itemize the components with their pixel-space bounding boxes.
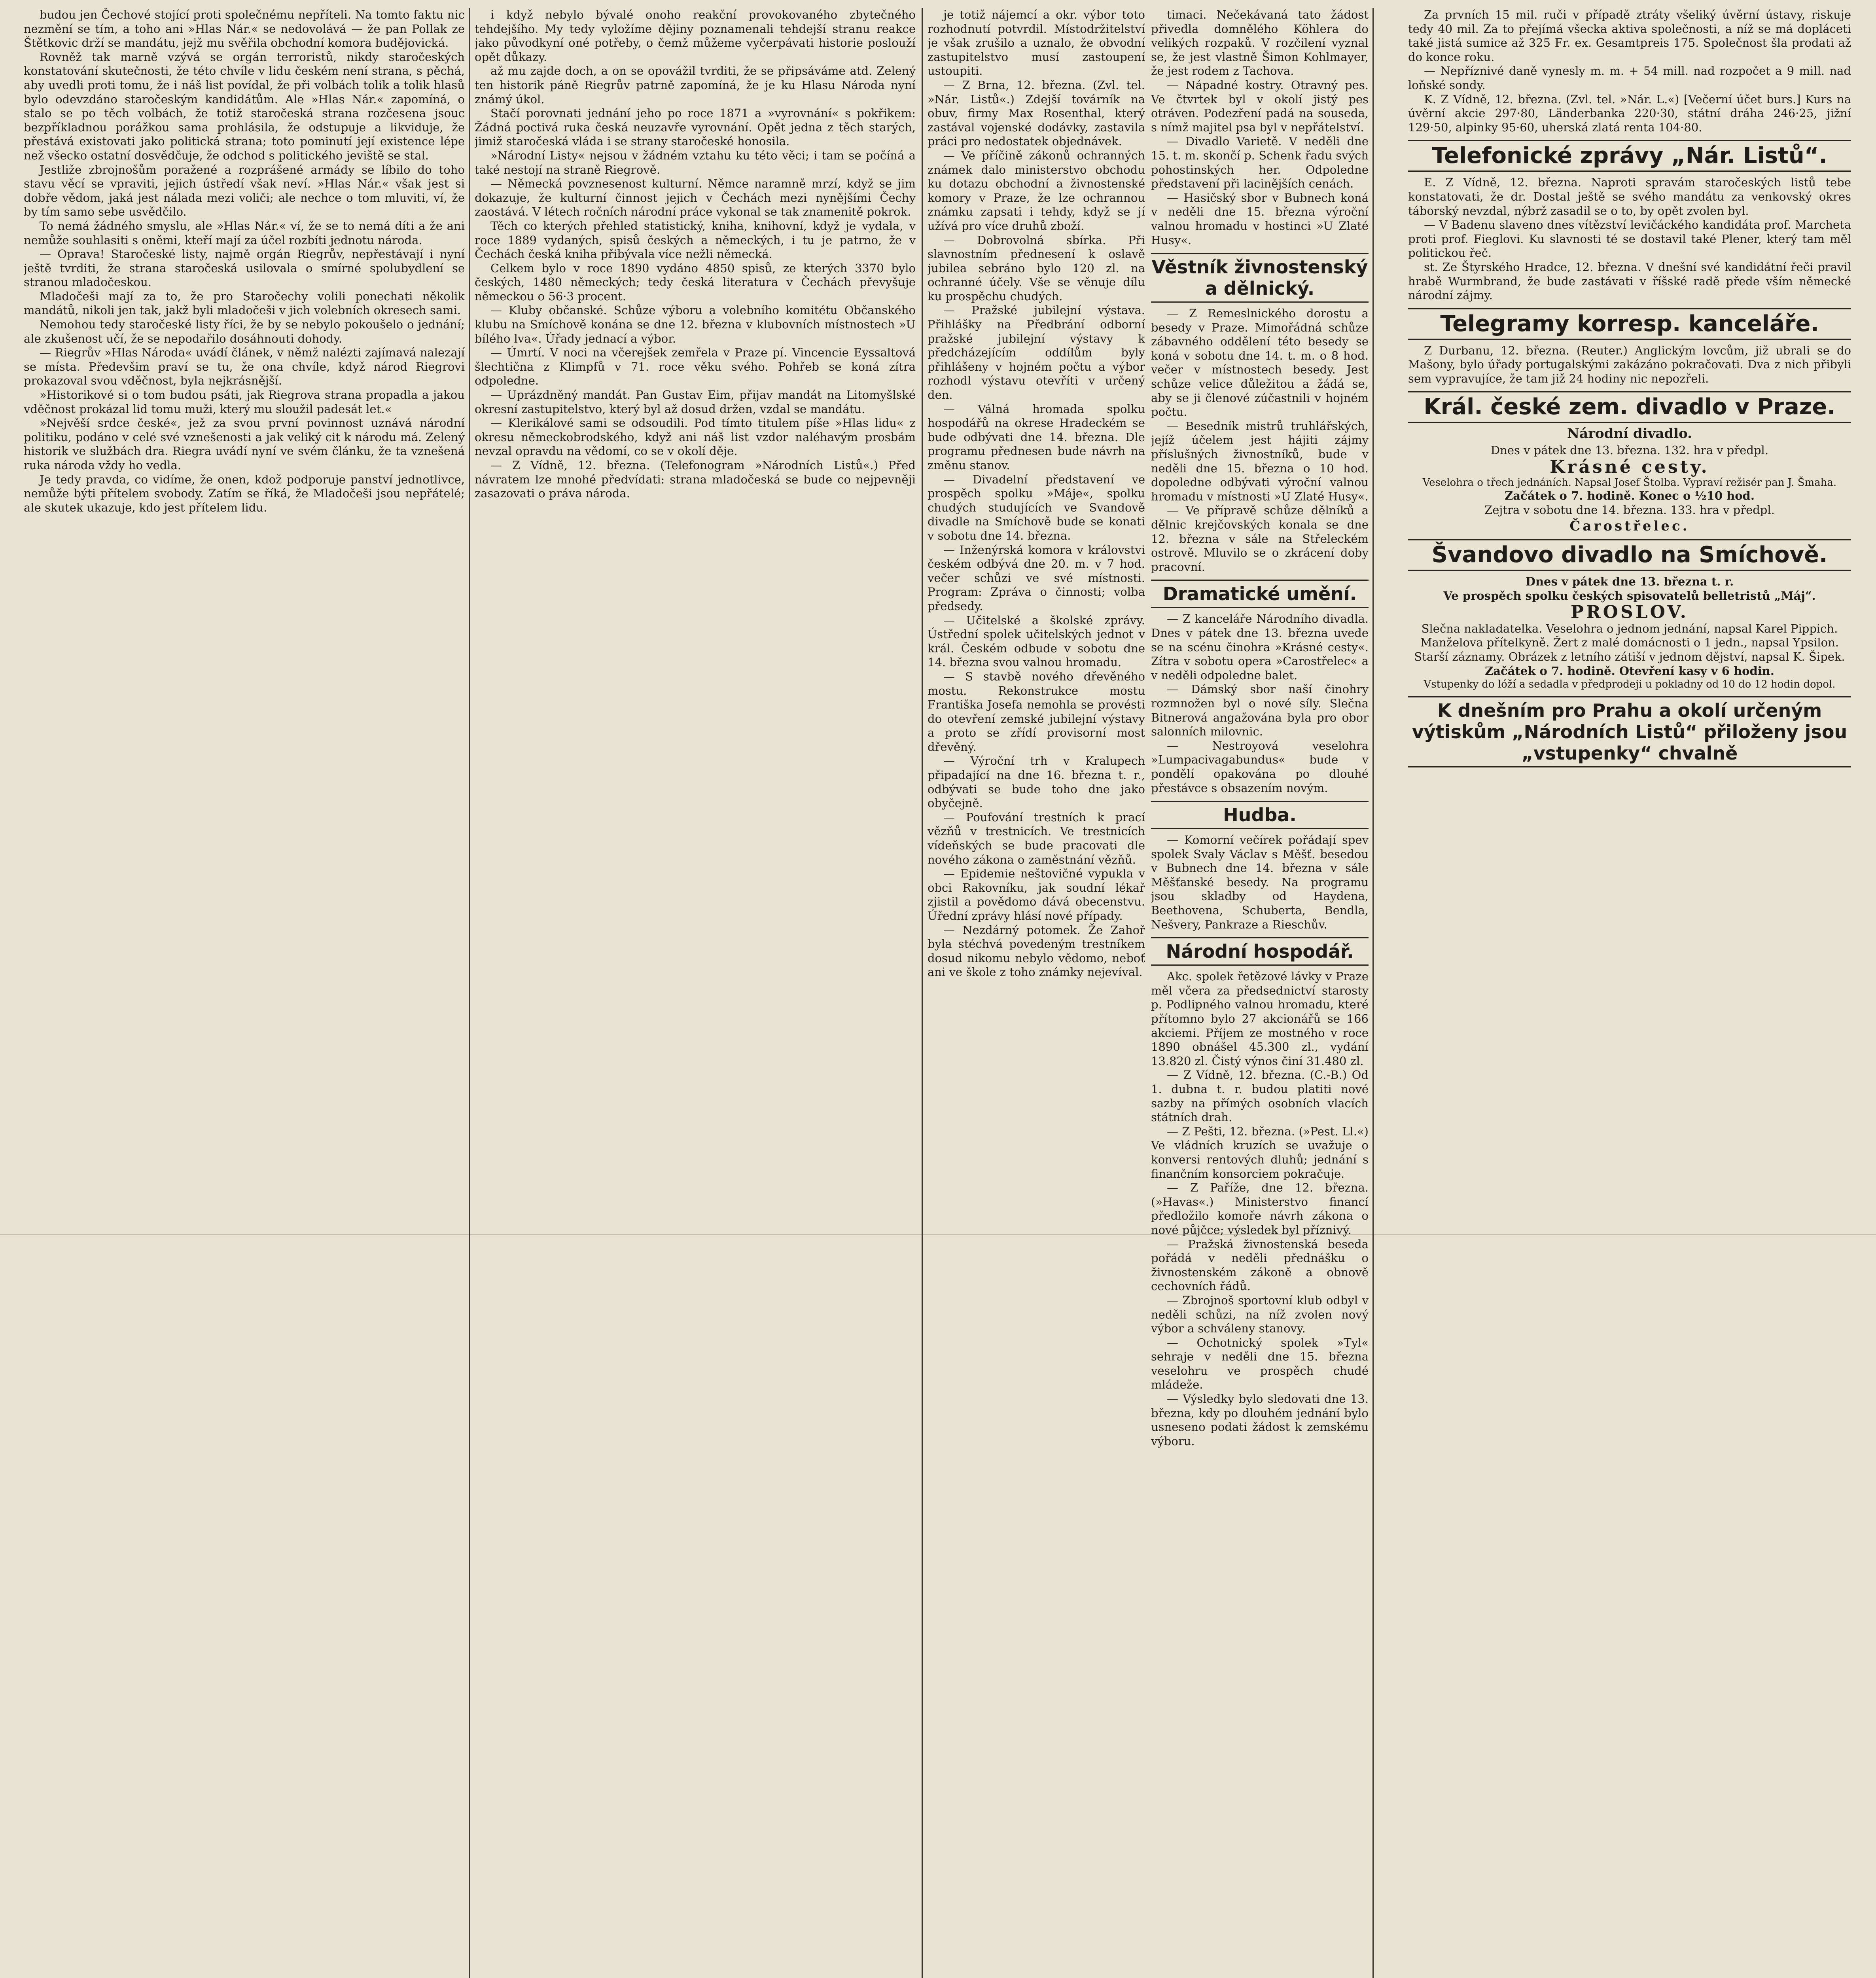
section-heading-dramaticke: Dramatické umění. [1151, 580, 1369, 608]
paragraph: — Úmrtí. V noci na včerejšek zemřela v Praze pí. Vincencie Eyssaltová šlechtična z Klimpfů v 71. roce věku svého. Pohřeb se koná zítra odpoledne. [475, 346, 916, 388]
paragraph: — Inženýrská komora v královstvi českém odbývá dne 20. m. v 7 hod. večer schůzi ve své místnosti. Program: Zpráva o činnosti; volba předsedy. [928, 543, 1145, 613]
programme-item: Starší záznamy. Obrázek z letního zátiší v jednom dějství, napsal K. Šipek. [1414, 650, 1845, 663]
paragraph: Za prvních 15 mil. ruči v případě ztráty všeliký úvěrní ústavy, riskuje tedy 40 mil. Za to přejímá všecka aktiva společnosti, a níž se má dopláceti také jistá sumice až 325 Fr. ex. Gesamtpreis 175. Společnost šla prodati až do konce roku. [1408, 8, 1851, 64]
paragraph: — Ve přípravě schůze dělníků a dělnic krejčovských konala se dne 12. března v sále na Střeleckém ostrově. Mluvilo se o zkrácení doby pracovní. [1151, 504, 1369, 574]
play-title: Čarostřelec. [1569, 518, 1690, 534]
paragraph: timaci. Nečekávaná tato žádost přivedla domnělého Köhlera do velikých rozpaků. V rozčilení vyznal se, že jest vlastně Šimon Kohlmayer, že jest rodem z Tachova. [1151, 8, 1369, 78]
paragraph: — Ve příčině zákonů ochranných známek dalo ministerstvo obchodu ku dotazu obchodní a živnostenské komory v Praze, že lze ochrannou známku zapsati i tehdy, když se jí užívá pro více druhů zboží. [928, 148, 1145, 233]
column-rule [1372, 8, 1374, 1978]
paragraph: — Poufování trestních k prací vězňů v trestnicích. Ve trestnicích vídeňských se bude pracovati dle nového zákona o zaměstnání vězňů. [928, 810, 1145, 866]
paragraph: — Ochotnický spolek »Tyl« sehraje v neděli dne 15. března veselohru ve prospěch chudé mládeže. [1151, 1336, 1369, 1392]
paragraph: — Z Vídně, 12. března. (Telefonogram »Národních Listů«.) Před návratem lze mnohé předvídati: strana mladočeská se bude co nejpevněji zasazovati o práva národa. [475, 459, 916, 500]
section-heading-narodni: Národní hospodář. [1151, 937, 1369, 966]
paragraph: až mu zajde doch, a on se opovážil tvrditi, že se připsáváme atd. Zelený ten historik páně Riegrův patrně zapomíná, že je ku Hlasu Národa nyní známý úkol. [475, 64, 916, 106]
paragraph: — Uprázdněný mandát. Pan Gustav Eim, přijav mandát na Litomyšlské okresní zastupitelstvo, který byl až dosud držen, vzdal se mandátu. [475, 388, 916, 416]
paragraph: — Z kanceláře Národního divadla. Dnes v pátek dne 13. března uvede se na scénu činohra »Krásné cesty«. Zítra v sobotu opera »Carostřelec« a v neděli odpoledne balet. [1151, 612, 1369, 682]
paragraph: — V Badenu slaveno dnes vítězství levičáckého kandidáta prof. Marcheta proti prof. Fieglovi. Ku slavnosti té se dostavil také Plener, který tam měl politickou řeč. [1408, 218, 1851, 260]
paragraph: — Hasičský sbor v Bubnech koná v neděli dne 15. března výroční valnou hromadu v hostinci »U Zlaté Husy«. [1151, 191, 1369, 247]
paragraph: — Z Paříže, dne 12. března. (»Havas«.) Ministerstvo financí předložilo komoře návrh zákona o nové půjčce; výsledek byl příznivý. [1151, 1181, 1369, 1237]
paragraph: »Historikové si o tom budou psáti, jak Riegrova strana propadla a jakou vděčnost prokázal lid tomu muži, který mu sloužil padesát let.« [24, 388, 465, 416]
paragraph: Stačí porovnati jednání jeho po roce 1871 a »vyrovnání« s pokřikem: Žádná poctivá ruka česká neuzavře vyrovnání. Opět jedna z těch starých, jimiž staročeská vláda i se strany staročeské honosila. [475, 106, 916, 148]
prolog-heading: PROSLOV. [1570, 602, 1689, 623]
paragraph: — Výroční trh v Kralupech připadající na dne 16. března t. r., odbývati se bude toho dne jako obyčejně. [928, 754, 1145, 810]
paragraph: — Epidemie neštovičné vypukla v obci Rakovníku, jak soudní lékař zjistil a povědomo dává obecenstvu. Úřední zprávy hlásí nové případy. [928, 867, 1145, 923]
programme-line: Zejtra v sobotu dne 14. března. 133. hra v předpl. [1484, 503, 1775, 517]
section-heading-vestnik: Věstník živnostenský a dělnický. [1151, 253, 1369, 303]
paragraph: Mladočeši mají za to, že pro Staročechy volili ponechati několik mandátů, nikoli jen tak, jakž byli mladočeši v jich volebních okresech sami. [24, 289, 465, 317]
paragraph: Těch co kterých přehled statistický, kniha, knihovní, když je vydala, v roce 1889 vydaných, spisů českých a německých, i tu je patrno, že v Čechách česká kniha přibývala více nežli německá. [475, 219, 916, 261]
paragraph: Rovněž tak marně vzývá se orgán terroristů, nikdy staročeských konstatování skutečnosti, že této chvíle v lidu českém není strana, s pěchá, aby uvedli proti tomu, že i náš list povídal, že při volbách tolik a tolik hlasů bylo odevzdáno staročeským kandidátům. Ale »Hlas Nár.« zapomíná, o stalo se po těch volbách, že totiž staročeská strana rozčesena jsouc bezpříkladnou porážkou sama prohlásila, že odstupuje a likviduje, že přestává existovati jako politická strana; toto pominutí její existence lépe než všecko ostatní dosvědčuje, že odchod s politického jeviště se stal. [24, 50, 465, 162]
paragraph: budou jen Čechové stojící proti společnému nepříteli. Na tomto faktu nic nezmění se tím, a toho ani »Hlas Nár.« se nedovolává — že pan Pollak ze Štětkovic drží se mandátu, jejž mu svěřila obchodní komora budějovická. [24, 8, 465, 50]
paragraph: i když nebylo bývalé onoho reakční provokovaného zbytečného tehdejšího. My tedy vyložíme dějiny poznamenali tehdejší stranu reakce jako původkyní oné potřeby, o čemž můžeme vyčerpávati historie poslouží opět důkazy. [475, 8, 916, 64]
column-1 [24, 8, 465, 1978]
paragraph: — Dámský sbor naší činohry rozmnožen byl o nové síly. Slečna Bitnerová angažována byla pro obor salonních milovnic. [1151, 682, 1369, 739]
paragraph: — Divadlo Varietě. V neděli dne 15. t. m. skončí p. Schenk řadu svých pohostinských her. Odpoledne představení při lacinějších cenách. [1151, 135, 1369, 191]
paragraph: — Z Remeslnického dorostu a besedy v Praze. Mimořádná schůze zábavného oddělení této besedy se koná v sobotu dne 14. t. m. o 8 hod. večer v místnostech besedy. Jest schůze velice důležitou a žádá se, aby se ji členové zúčastnili v hojném počtu. [1151, 307, 1369, 419]
paragraph: — Výsledky bylo sledovati dne 13. března, kdy po dlouhém jednání bylo usneseno podati žádost k zemskému výboru. [1151, 1392, 1369, 1448]
paragraph: — Divadelní představení ve prospěch spolku »Máje«, spolku chudých studujících ve Svandově divadle na Smíchově bude se konati v sobotu dne 14. března. [928, 472, 1145, 542]
paragraph: — Oprava! Staročeské listy, najmě orgán Riegrův, nepřestávají i nyní ještě tvrditi, že strana staročeská usilovala o smírné spolubydlení se stranou mladočeskou. [24, 247, 465, 289]
column-3 [928, 8, 1369, 1978]
paragraph: Celkem bylo v roce 1890 vydáno 4850 spisů, ze kterých 3370 bylo českých, 1480 německých; tedy česká literatura v Čechách převyšuje německou o 56·3 procent. [475, 261, 916, 303]
section-heading-telefon: Telefonické zprávy „Nár. Listů“. [1408, 140, 1851, 172]
paragraph: Je tedy pravda, co vidíme, že onen, kdož podporuje panství jednotlivce, nemůže býti přítelem svobody. Zatím se říká, že Mladočeši jsou nepřátelé; ale skutek ukazuje, kdo jest přítelem lidu. [24, 472, 465, 514]
paragraph: — Komorní večírek pořádají spev spolek Svaly Václav s Měšť. besedou v Bubnech dne 14. března v sále Měšťanské besedy. Na programu jsou skladby od Haydena, Beethovena, Schuberta, Bendla, Nešvery, Pankraze a Rieschův. [1151, 833, 1369, 931]
paragraph: Akc. spolek řetězové lávky v Praze měl včera za předsednictví starosty p. Podlipného valnou hromadu, které přítomno bylo 27 akcionářů se 166 akciemi. Příjem ze mostného v roce 1890 obnášel 45.300 zl., vydání 13.820 zl. Čistý výnos činí 31.480 zl. [1151, 970, 1369, 1068]
section-heading-svanda: Švandovo divadlo na Smíchově. [1408, 539, 1851, 571]
paragraph: Z Durbanu, 12. března. (Reuter.) Anglickým lovcům, již ubrali se do Mašony, bylo úřady portugalskými zakázáno pokračovati. Dva z nich přibyli sem vypravujíce, že tam již 24 hodiny nic nepozřeli. [1408, 343, 1851, 385]
programme-line: Dnes v pátek dne 13. března t. r. [1525, 575, 1734, 589]
section-heading-kral-divadlo: Král. české zem. divadlo v Praze. [1408, 391, 1851, 423]
paragraph: — Klerikálové sami se odsoudili. Pod tímto titulem píše »Hlas lidu« z okresu německobrodského, když ani náš list vzdor naléhavým prosbám nevzal opravdu na vědomí, co se v okolí děje. [475, 416, 916, 458]
programme-item: Začátek o 7. hodině. Otevření kasy v 6 hodin. [1485, 664, 1774, 678]
paragraph: — Nestroyová veselohra »Lumpacivagabundus« bude v pondělí opakována po dlouhé přestávce s obsazením novým. [1151, 739, 1369, 795]
paragraph: E. Z Vídně, 12. března. Naproti spravám staročeských listů tebe konstatovati, že dr. Dostal ještě se svého mandátu za venkovský okres táborský nevzdal, nýbrž zasadil se o to, by opět zvolen byl. [1408, 176, 1851, 218]
paragraph: To nemá žádného smyslu, ale »Hlas Nár.« ví, že se to nemá díti a že ani nemůže souhlasiti s oněmi, kteří mají za účel rozbíti jednotu národa. [24, 219, 465, 247]
paragraph: — Nápadné kostry. Otravný pes. Ve čtvrtek byl v okolí jistý pes otráven. Podezření padá na souseda, s nímž majitel psa byl v nepřátelství. [1151, 78, 1369, 134]
column-rule [469, 8, 470, 1978]
programme-item: Manželova přítelkyně. Žert z malé domácnosti o 1 jedn., napsal Ypsilon. [1420, 636, 1839, 650]
column-3-right [1151, 8, 1369, 1978]
column-3-left [928, 8, 1145, 1978]
programme-line: Dnes v pátek dne 13. března. 132. hra v předpl. [1490, 443, 1769, 457]
paragraph: — Válná hromada spolku hospodářů na okrese Hradeckém se bude odbývati dne 14. března. Dle programu přednesen bude návrh na změnu stanov. [928, 402, 1145, 472]
play-title: Krásné cesty. [1550, 457, 1709, 477]
paragraph: — Besedník mistrů truhlářských, jejíž účelem jest hájiti zájmy příslušných živnostníků, bude v neděli dne 15. března o 10 hod. dopoledne odbývati výroční valnou hromadu v místnosti »U Zlaté Husy«. [1151, 419, 1369, 503]
start-time: Začátek o 7. hodině. Konec o ½10 hod. [1505, 489, 1755, 503]
paragraph: »Národní Listy« nejsou v žádném vztahu ku této věci; i tam se počíná a také nestojí na straně Riegrově. [475, 148, 916, 176]
paragraph: K. Z Vídně, 12. března. (Zvl. tel. »Nár. L.«) [Večerní účet burs.] Kurs na úvěrní akcie 297·80, Länderbanka 220·30, státní dráha 246·25, jižní 129·50, alpinky 95·60, uherská zlatá renta 104·80. [1408, 92, 1851, 134]
paragraph: Jestliže zbrojnošům poražené a rozprášené armády se líbilo do toho stavu věcí se vpraviti, jejich ústředí však neví. »Hlas Nár.« však jest si dobře vědom, jaká jest nálada mezi voliči; ale nechce o tom mluviti, ví, že by tím samo sebe usvědčilo. [24, 163, 465, 219]
paragraph: — Německá povznesenost kulturní. Němce naramně mrzí, když se jim dokazuje, že kulturní činnost jejich v Čechách mezi nynějšími Čechy zaostává. V létech ročních národní práce vykonal se tak znamenitě pokrok. [475, 177, 916, 219]
paragraph: — Pražské jubilejní výstava. Přihlášky na Předbrání odborní pražské jubilejní výstavy k předcházejícím oddílům byly přihlášeny v hojném počtu a výbor rozhodl výstavu otevříti v určený den. [928, 303, 1145, 402]
paragraph: — Pražská živnostenská beseda pořádá v neděli přednášku o živnostenském zákoně a obnově cechovních řádů. [1151, 1237, 1369, 1293]
programme-item: Vstupenky do lóží a sedadla v předprodeji u pokladny od 10 do 12 hodin dopol. [1424, 678, 1836, 691]
column-4 [1408, 8, 1851, 1978]
paragraph: — S stavbě nového dřevěného mostu. Rekonstrukce mostu Františka Josefa nemohla se provésti do otevření zemské jubilejní výstavy a proto se zřídí provisorní most dřevěný. [928, 669, 1145, 754]
paragraph: — Kluby občanské. Schůze výboru a volebního komitétu Občanského klubu na Smíchově konána se dne 12. března v klubovních místnostech »U bílého lva«. Úřady jednací a výbor. [475, 303, 916, 345]
section-heading-telegramy: Telegramy korresp. kanceláře. [1408, 308, 1851, 340]
paragraph: — Z Pešti, 12. března. (»Pest. Ll.«) Ve vládních kruzích se uvažuje o konversi rentových dluhů; jednání s finančním konsorciem pokračuje. [1151, 1124, 1369, 1180]
paragraph: — Učitelské a školské zprávy. Ústřední spolek učitelských jednot v král. Českém odbude v sobotu dne 14. března svou valnou hromadu. [928, 613, 1145, 669]
paragraph: — Z Brna, 12. března. (Zvl. tel. »Nár. Listů«.) Zdejší továrník na obuv, firmy Max Rosenthal, který zastával vojenské dodávky, zastavila práci pro nedostatek objednávek. [928, 78, 1145, 148]
paragraph: — Nezdárný potomek. Že Zahoř byla stéchvá povedeným trestníkem dosud nikomu nebylo vědomo, neboť ani ve škole z toho známky nejevíval. [928, 923, 1145, 979]
programme-line: Ve prospěch spolku českých spisovatelů belletristů „Máj“. [1443, 589, 1816, 602]
paragraph: — Nepříznivé daně vynesly m. m. + 54 mill. nad rozpočet a 9 mill. nad loňské sondy. [1408, 64, 1851, 92]
column-rule [922, 8, 923, 1978]
paragraph: Nemohou tedy staročeské listy říci, že by se nebylo pokoušelo o jednání; ale zkušenost učí, že se nepodařilo dosáhnouti dohody. [24, 318, 465, 345]
paragraph: je totiž nájemcí a okr. výbor toto rozhodnutí potvrdil. Místodržitelství je však zrušilo a uznalo, že obvodní zastupitelstvo musí zastoupení ustoupiti. [928, 8, 1145, 78]
theatre-subtitle: Národní divadlo. [1567, 426, 1692, 442]
play-description: Veselohra o třech jednáních. Napsal Josef Štolba. Vypraví režisér pan J. Šmaha. [1422, 477, 1837, 489]
paragraph: st. Ze Štyrského Hradce, 12. března. V dnešní své kandidátní řeči pravil hrabě Wurmbrand, že bude zastávati v říšské radě přede vším německé národní zájmy. [1408, 260, 1851, 302]
section-heading-hudba: Hudba. [1151, 801, 1369, 829]
column-2 [475, 8, 916, 1978]
paragraph: »Nejvěší srdce české«, jež za svou první povinnost uznává národní politiku, podáno v celé své vznešenosti a jak veliký cit k národu má. Zelený historik ve službách dra. Riegra uvádí nyní ve svém článku, že ta vznešená ruka národa vždy ho vedla. [24, 416, 465, 472]
programme-item: Slečna nakladatelka. Veselohra o jednom jednání, napsal Karel Pippich. [1421, 621, 1838, 635]
paragraph: — Dobrovolná sbírka. Při slavnostním přednesení k oslavě jubilea sebráno bylo 120 zl. na ochranné účely. Vše se věnuje dílu ku prospěchu chudých. [928, 233, 1145, 303]
paragraph: — Zbrojnoš sportovní klub odbyl v neděli schůzi, na níž zvolen nový výbor a schváleny stanovy. [1151, 1293, 1369, 1336]
footer-notice: K dnešním pro Prahu a okolí určeným výtiskům „Národních Listů“ přiloženy jsou „vstupenky“ chvalně [1408, 696, 1851, 767]
paragraph: — Z Vídně, 12. března. (C.-B.) Od 1. dubna t. r. budou platiti nové sazby na přímých osobních vlacích státních drah. [1151, 1068, 1369, 1124]
paragraph: — Riegrův »Hlas Národa« uvádí článek, v němž nalézti zajímavá nalezají se místa. Předevšim praví se tu, že ona chvíle, když národ Riegrovi prokazoval svou vděčnost, byla nejkrásnější. [24, 346, 465, 388]
